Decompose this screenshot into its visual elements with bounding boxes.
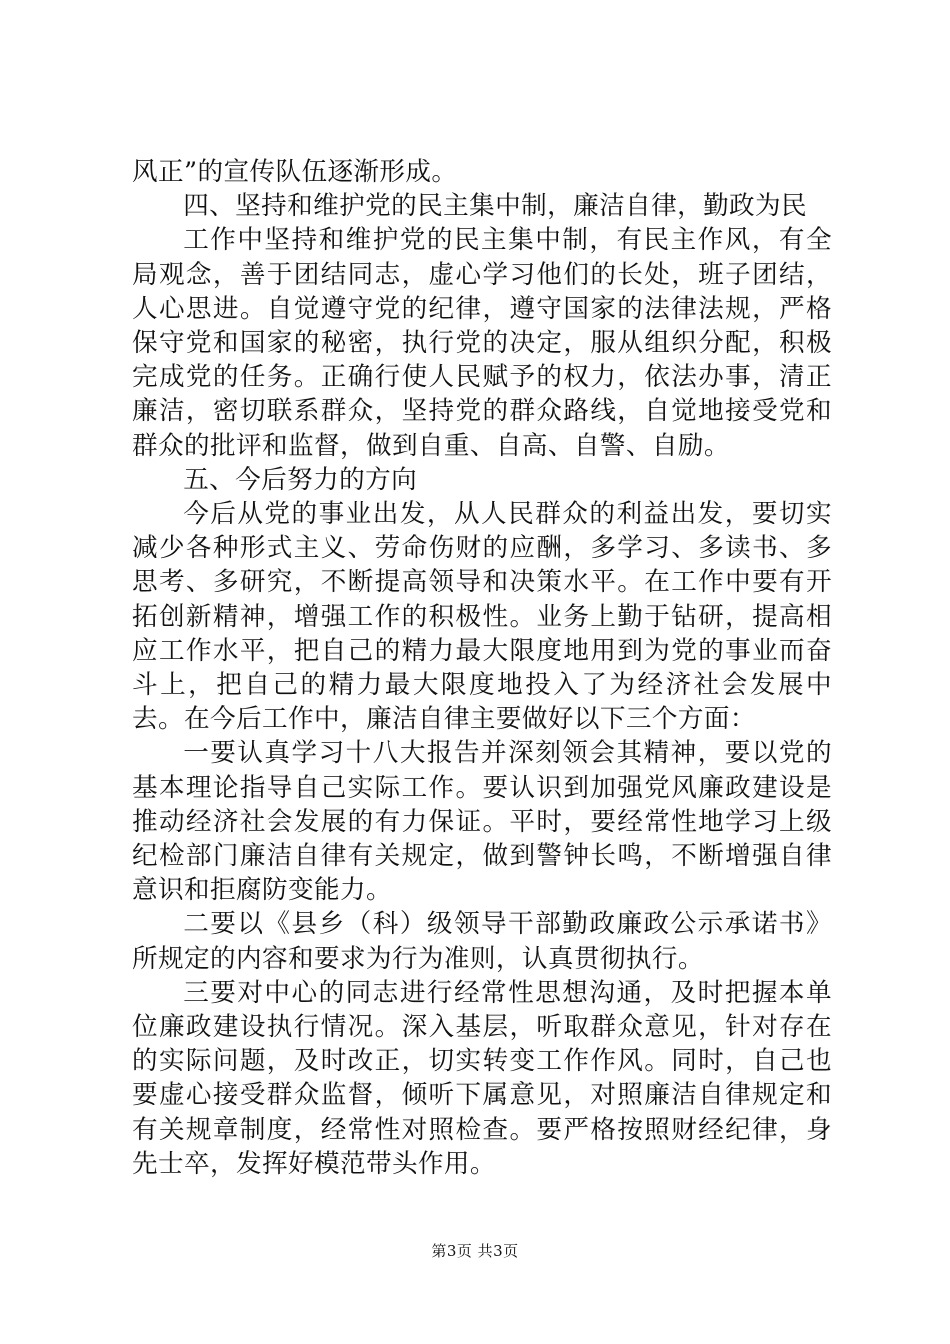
paragraph-point-one: 一要认真学习十八大报告并深刻领会其精神，要以党的基本理论指导自己实际工作。要认识到加强党风廉政建设是推动经济社会发展的有力保证。平时，要经常性地学习上级纪检部门廉洁自律有关规定，做到警钟长鸣，不断增强自律意识和拒腐防变能力。 (132, 738, 832, 906)
section-heading-five: 五、今后努力的方向 (183, 464, 418, 495)
paragraph-point-two: 二要以《县乡（科）级领导干部勤政廉政公示承诺书》所规定的内容和要求为行为准则，认真贯彻执行。 (132, 909, 832, 974)
paragraph-point-three: 三要对中心的同志进行经常性思想沟通，及时把握本单位廉政建设执行情况。深入基层，听取群众意见，针对存在的实际问题，及时改正，切实转变工作作风。同时，自己也要虚心接受群众监督，倾听下属意见，对照廉洁自律规定和有关规章制度，经常性对照检查。要严格按照财经纪律，身先士卒，发挥好模范带头作用。 (132, 977, 832, 1179)
page-number-footer: 第3页 共3页 (431, 1242, 519, 1260)
document-body (132, 155, 832, 1181)
paragraph-democratic-centralism: 工作中坚持和维护党的民主集中制，有民主作风，有全局观念，善于团结同志，虚心学习他们的长处，班子团结，人心思进。自觉遵守党的纪律，遵守国家的法律法规，严格保守党和国家的秘密，执行党的决定，服从组织分配，积极完成党的任务。正确行使人民赋予的权力，依法办事，清正廉洁，密切联系群众，坚持党的群众路线，自觉地接受党和群众的批评和监督，做到自重、自高、自警、自励。 (132, 225, 832, 461)
section-heading-four: 四、坚持和维护党的民主集中制，廉洁自律，勤政为民 (183, 191, 808, 222)
paragraph-future-direction: 今后从党的事业出发，从人民群众的利益出发，要切实减少各种形式主义、劳命伤财的应酬，多学习、多读书、多思考、多研究，不断提高领导和决策水平。在工作中要有开拓创新精神，增强工作的积极性。业务上勤于钻研，提高相应工作水平，把自己的精力最大限度地用到为党的事业而奋斗上，把自己的精力最大限度地投入了为经济社会发展中去。在今后工作中，廉洁自律主要做好以下三个方面： (132, 499, 832, 735)
paragraph-continuation: 风正”的宣传队伍逐渐形成。 (132, 157, 458, 187)
